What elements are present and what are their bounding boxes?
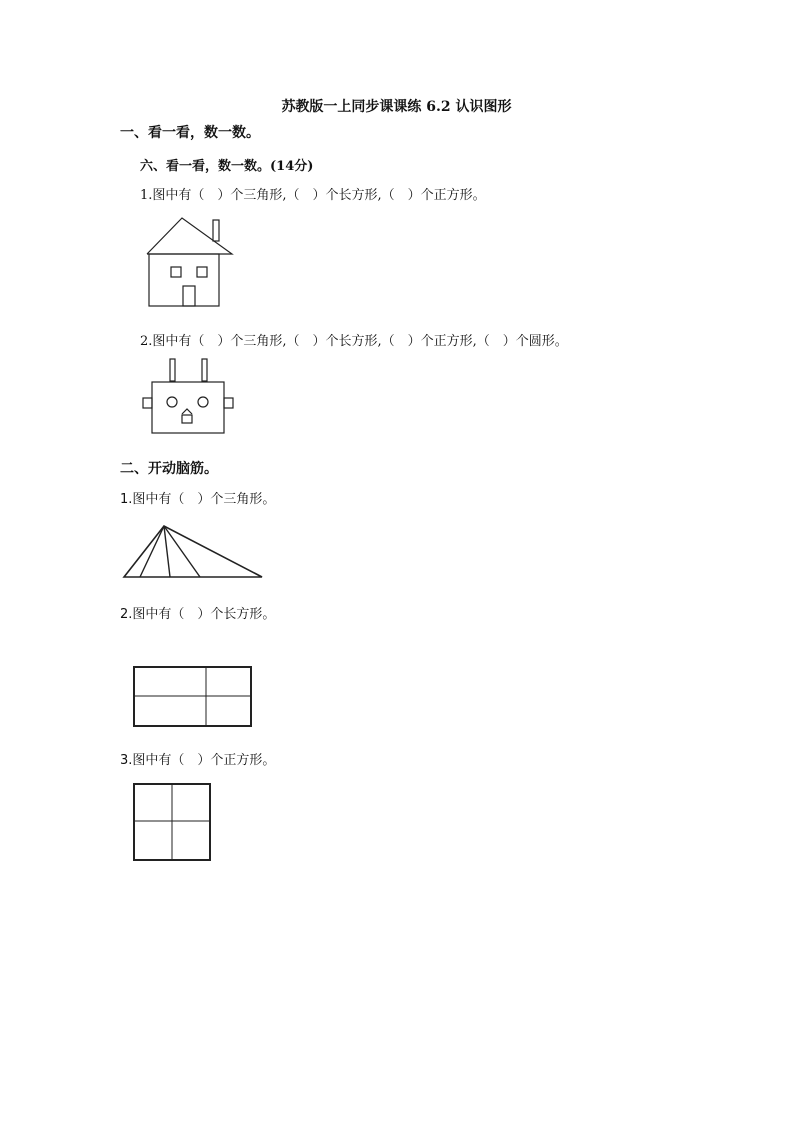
section2-question-3: 3.图中有（ ）个正方形。 xyxy=(120,753,276,768)
robot-eye-right xyxy=(198,397,208,407)
house-window-left xyxy=(171,267,181,277)
house-window-right xyxy=(197,267,207,277)
square-figure xyxy=(132,782,214,864)
section1-heading: 一、看一看，数一数。 xyxy=(120,125,260,141)
robot-mouth xyxy=(182,415,192,423)
robot-antenna-right xyxy=(202,359,207,381)
page-title: 苏教版一上同步课课练 6.2 认识图形 xyxy=(281,99,512,115)
robot-antenna-left xyxy=(170,359,175,381)
robot-head xyxy=(152,382,224,433)
house-chimney xyxy=(213,220,219,241)
robot-ear-left xyxy=(143,398,152,408)
section1-question-1: 1.图中有（ ）个三角形,（ ）个长方形,（ ）个正方形。 xyxy=(140,188,486,203)
robot-ear-right xyxy=(224,398,233,408)
section1-subheading: 六、看一看，数一数。(14分) xyxy=(140,159,314,174)
section2-question-2: 2.图中有（ ）个长方形。 xyxy=(120,607,276,622)
robot-nose xyxy=(182,409,192,414)
triangle-figure xyxy=(120,520,270,582)
house-door xyxy=(183,286,195,306)
section2-question-1: 1.图中有（ ）个三角形。 xyxy=(120,492,276,507)
robot-figure xyxy=(140,356,240,436)
robot-eye-left xyxy=(167,397,177,407)
rectangle-figure xyxy=(132,665,254,729)
house-body xyxy=(149,254,219,306)
section2-heading: 二、开动脑筋。 xyxy=(120,461,218,477)
house-figure xyxy=(140,210,240,310)
section1-question-2: 2.图中有（ ）个三角形,（ ）个长方形,（ ）个正方形,（ ）个圆形。 xyxy=(140,334,568,349)
triangle-outline xyxy=(124,526,262,577)
